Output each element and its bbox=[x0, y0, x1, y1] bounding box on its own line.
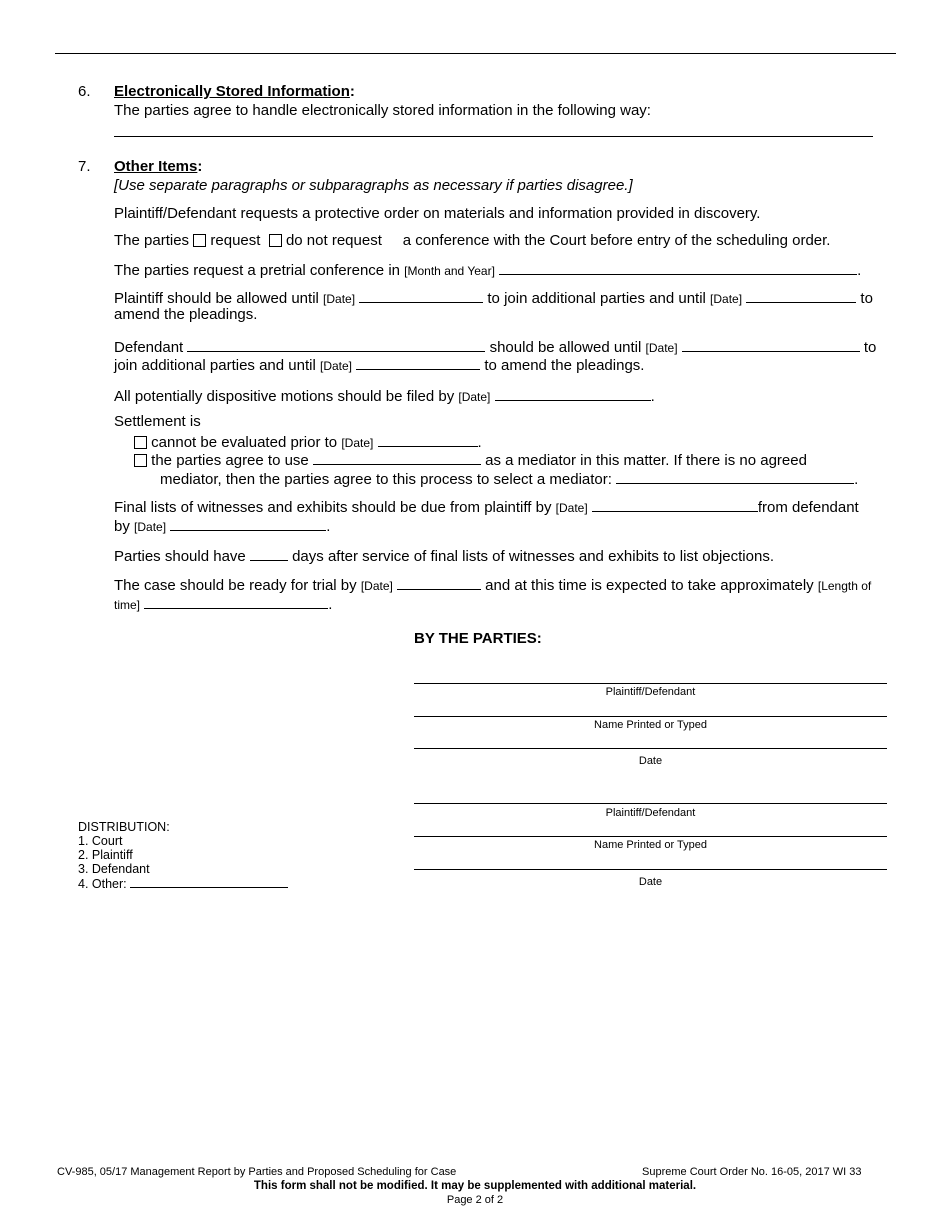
pretrial-row bbox=[114, 260, 861, 279]
date-placeholder: [Date] bbox=[134, 520, 167, 534]
final-lists-row-2 bbox=[114, 516, 330, 535]
esi-answer-line[interactable] bbox=[114, 136, 873, 137]
trial-date-field[interactable] bbox=[397, 575, 481, 590]
distribution-item: 3. Defendant bbox=[78, 862, 150, 876]
date-placeholder: [Date] bbox=[341, 436, 374, 450]
party-label-2: Plaintiff/Defendant bbox=[605, 807, 696, 819]
form-notice: This form shall not be modified. It may be supplemented with additional material. bbox=[253, 1180, 697, 1192]
final-lists-by: by bbox=[114, 518, 130, 535]
plaintiff-lists-date-field[interactable] bbox=[592, 497, 758, 512]
defendant-join-row bbox=[114, 337, 876, 356]
trial-row bbox=[114, 575, 871, 594]
objections-row bbox=[114, 546, 774, 565]
pretrial-text: The parties request a pretrial conference in bbox=[114, 262, 400, 279]
mediator-period: . bbox=[854, 471, 859, 488]
trial-period: . bbox=[328, 596, 333, 613]
defendant-name-field[interactable] bbox=[187, 337, 485, 352]
pretrial-period: . bbox=[857, 262, 862, 279]
court-order: Supreme Court Order No. 16-05, 2017 WI 33 bbox=[642, 1166, 862, 1178]
by-the-parties-heading: BY THE PARTIES: bbox=[414, 630, 542, 647]
conference-tail: a conference with the Court before entry of the scheduling order. bbox=[402, 232, 831, 249]
form-id: CV-985, 05/17 Management Report by Parties and Proposed Scheduling for Case bbox=[57, 1166, 457, 1178]
date-label-2: Date bbox=[638, 876, 663, 888]
mediator-mid: as a mediator in this matter. If there is no agreed bbox=[485, 452, 807, 469]
defendant-amend-row bbox=[114, 355, 644, 374]
defendant-amend-lead: join additional parties and until bbox=[114, 357, 316, 374]
do-not-request-checkbox[interactable] bbox=[269, 234, 282, 247]
final-lists-period: . bbox=[326, 518, 331, 535]
plaintiff-amend-date-field[interactable] bbox=[746, 288, 856, 303]
plaintiff-join-lead: Plaintiff should be allowed until bbox=[114, 290, 319, 307]
trial-lead: The case should be ready for trial by bbox=[114, 577, 357, 594]
request-label: request bbox=[210, 232, 261, 249]
settlement-option-2 bbox=[134, 450, 807, 469]
distribution-item: 2. Plaintiff bbox=[78, 848, 133, 862]
plaintiff-join-mid: to join additional parties and until bbox=[487, 290, 706, 307]
date-line-2[interactable] bbox=[414, 869, 887, 870]
section-6-number: 6. bbox=[78, 83, 91, 100]
date-placeholder: [Date] bbox=[323, 292, 356, 306]
distribution-other-row bbox=[78, 876, 288, 891]
settlement-option-1 bbox=[134, 432, 482, 451]
defendant-join-to: to bbox=[863, 339, 877, 356]
name-label-2: Name Printed or Typed bbox=[594, 839, 707, 851]
do-not-request-label: do not request bbox=[285, 232, 382, 249]
defendant-join-mid: should be allowed until bbox=[489, 339, 642, 356]
plaintiff-join-row bbox=[114, 288, 873, 307]
settlement-period: . bbox=[477, 434, 482, 451]
mediator-process-text: mediator, then the parties agree to this process to select a mediator: bbox=[160, 471, 612, 488]
date-placeholder: [Date] bbox=[555, 501, 588, 515]
section-7-number: 7. bbox=[78, 158, 91, 175]
objections-lead: Parties should have bbox=[114, 548, 246, 565]
dispositive-row bbox=[114, 386, 655, 405]
objection-days-field[interactable] bbox=[250, 546, 288, 561]
conference-lead: The parties bbox=[114, 232, 190, 249]
distribution-item: 4. Other: bbox=[78, 877, 127, 891]
defendant-amend-date-field[interactable] bbox=[356, 355, 480, 370]
protective-order-text: Plaintiff/Defendant requests a protective order on materials and information provided in discovery. bbox=[114, 205, 761, 222]
settlement-label: Settlement is bbox=[114, 413, 201, 430]
length-placeholder-cont: time] bbox=[114, 598, 141, 612]
distribution-title: DISTRIBUTION: bbox=[78, 820, 170, 834]
signature-line-2[interactable] bbox=[414, 803, 887, 804]
section-7-title: Other Items bbox=[114, 158, 198, 175]
final-lists-lead: Final lists of witnesses and exhibits should be due from plaintiff by bbox=[114, 499, 552, 516]
date-placeholder: [Date] bbox=[710, 292, 743, 306]
date-line-1[interactable] bbox=[414, 748, 887, 749]
section-6-title: Electronically Stored Information bbox=[114, 83, 350, 100]
name-label-1: Name Printed or Typed bbox=[594, 719, 707, 731]
pretrial-date-field[interactable] bbox=[499, 260, 857, 275]
cannot-evaluate-label: cannot be evaluated prior to bbox=[151, 434, 338, 451]
mediator-checkbox[interactable] bbox=[134, 454, 147, 467]
page-number: Page 2 of 2 bbox=[446, 1194, 504, 1206]
top-rule bbox=[55, 53, 896, 54]
conference-row bbox=[114, 232, 830, 249]
request-checkbox[interactable] bbox=[193, 234, 206, 247]
dispositive-period: . bbox=[650, 388, 655, 405]
plaintiff-join-date-field[interactable] bbox=[359, 288, 483, 303]
defendant-lists-date-field[interactable] bbox=[170, 516, 326, 531]
mediator-process-row bbox=[160, 469, 858, 488]
section-6-heading bbox=[114, 83, 355, 100]
defendant-label: Defendant bbox=[114, 339, 184, 356]
section-6-text: The parties agree to handle electronically stored information in the following way: bbox=[114, 102, 651, 119]
section-7-instruction: [Use separate paragraphs or subparagraphs as necessary if parties disagree.] bbox=[114, 177, 633, 194]
mediator-process-field[interactable] bbox=[616, 469, 854, 484]
objections-tail: days after service of final lists of witnesses and exhibits to list objections. bbox=[292, 548, 774, 565]
trial-length-field[interactable] bbox=[144, 594, 328, 609]
distribution-item: 1. Court bbox=[78, 834, 123, 848]
date-placeholder: [Date] bbox=[458, 390, 491, 404]
name-line-2[interactable] bbox=[414, 836, 887, 837]
dispositive-text: All potentially dispositive motions should be filed by bbox=[114, 388, 455, 405]
date-label-1: Date bbox=[638, 755, 663, 767]
plaintiff-join-to: to bbox=[860, 290, 873, 307]
date-placeholder: [Date] bbox=[319, 359, 352, 373]
month-year-placeholder: [Month and Year] bbox=[404, 264, 495, 278]
party-label-1: Plaintiff/Defendant bbox=[605, 686, 696, 698]
settlement-evaluate-date-field[interactable] bbox=[378, 432, 478, 447]
mediator-lead: the parties agree to use bbox=[151, 452, 309, 469]
final-lists-mid: from defendant bbox=[757, 499, 859, 516]
dispositive-date-field[interactable] bbox=[495, 386, 651, 401]
name-line-1[interactable] bbox=[414, 716, 887, 717]
section-7-colon: : bbox=[197, 158, 203, 175]
defendant-join-date-field[interactable] bbox=[682, 337, 860, 352]
section-6-colon: : bbox=[349, 83, 355, 100]
trial-row-2 bbox=[114, 594, 332, 613]
date-placeholder: [Date] bbox=[360, 579, 393, 593]
date-placeholder: [Date] bbox=[645, 341, 678, 355]
signature-line-1[interactable] bbox=[414, 683, 887, 684]
final-lists-row bbox=[114, 497, 859, 516]
defendant-amend-tail: to amend the pleadings. bbox=[484, 357, 645, 374]
cannot-evaluate-checkbox[interactable] bbox=[134, 436, 147, 449]
distribution-other-field[interactable] bbox=[130, 876, 288, 888]
section-7-heading bbox=[114, 158, 202, 175]
plaintiff-amend-text: amend the pleadings. bbox=[114, 306, 258, 323]
length-placeholder: [Length of bbox=[817, 579, 872, 593]
mediator-name-field[interactable] bbox=[313, 450, 481, 465]
trial-mid: and at this time is expected to take approximately bbox=[485, 577, 814, 594]
